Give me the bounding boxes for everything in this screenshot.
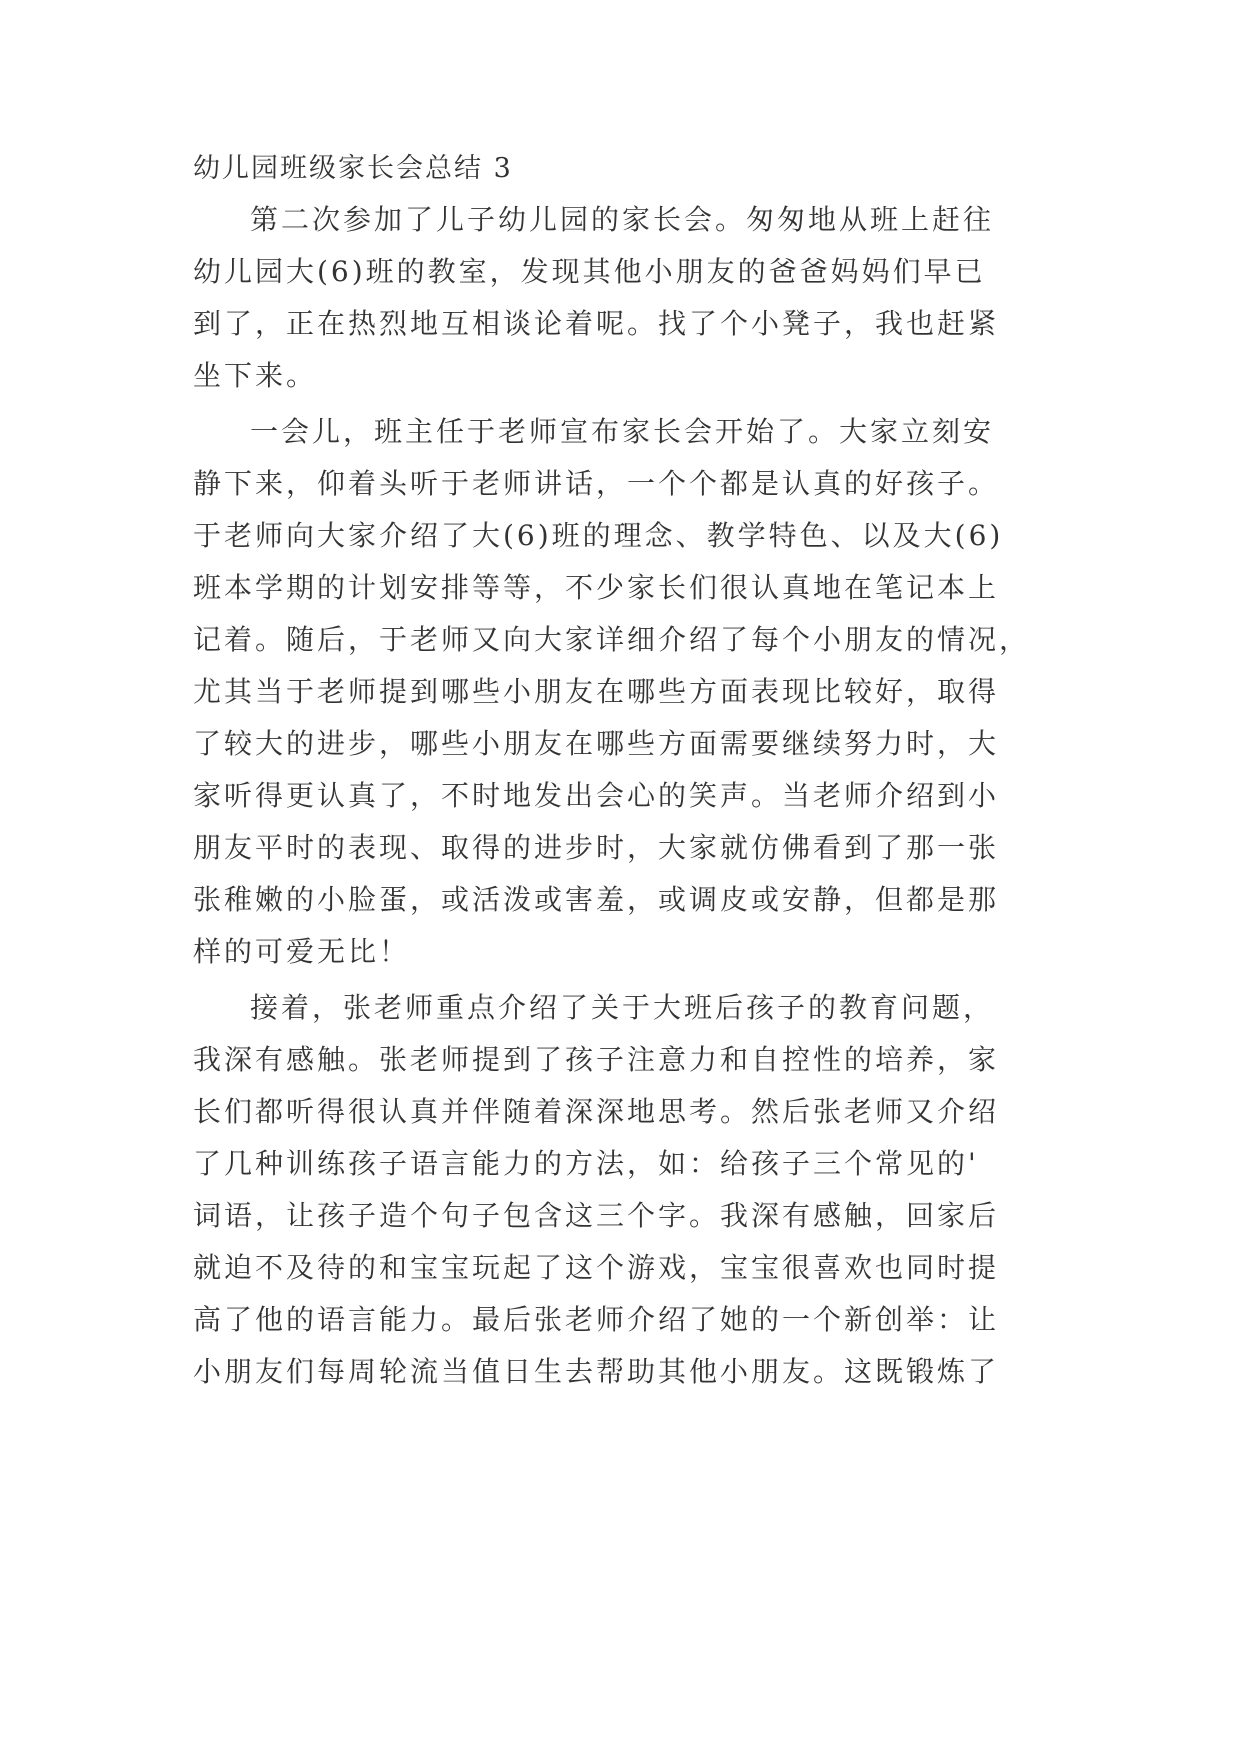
- paragraph-line: 第二次参加了儿子幼儿园的家长会。匆匆地从班上赶往: [250, 203, 995, 236]
- paragraph-line: 朋友平时的表现、取得的进步时，大家就仿佛看到了那一张: [193, 831, 1000, 864]
- paragraph-line: 一会儿，班主任于老师宣布家长会开始了。大家立刻安: [250, 415, 995, 448]
- paragraph-line: 幼儿园大(6)班的教室，发现其他小朋友的爸爸妈妈们早已: [193, 255, 986, 288]
- paragraph-line: 长们都听得很认真并伴随着深深地思考。然后张老师又介绍: [193, 1095, 1000, 1128]
- paragraph-line: 就迫不及待的和宝宝玩起了这个游戏，宝宝很喜欢也同时提: [193, 1251, 1000, 1284]
- paragraph-line: 了较大的进步，哪些小朋友在哪些方面需要继续努力时，大: [193, 727, 1000, 760]
- paragraph-line: 我深有感触。张老师提到了孩子注意力和自控性的培养，家: [193, 1043, 1000, 1076]
- document-title: 幼儿园班级家长会总结 3: [193, 153, 513, 184]
- paragraph-line: 家听得更认真了，不时地发出会心的笑声。当老师介绍到小: [193, 779, 1000, 812]
- paragraph-line: 样的可爱无比！: [193, 935, 411, 968]
- paragraph-line: 坐下来。: [193, 359, 318, 392]
- paragraph-line: 接着，张老师重点介绍了关于大班后孩子的教育问题，: [250, 991, 995, 1024]
- paragraph-line: 于老师向大家介绍了大(6)班的理念、教学特色、以及大(6): [193, 519, 1004, 552]
- paragraph-line: 班本学期的计划安排等等，不少家长们很认真地在笔记本上: [193, 571, 1000, 604]
- paragraph-line: 尤其当于老师提到哪些小朋友在哪些方面表现比较好，取得: [193, 675, 1000, 708]
- paragraph-line: 张稚嫩的小脸蛋，或活泼或害羞，或调皮或安静，但都是那: [193, 883, 1000, 916]
- paragraph-line: 高了他的语言能力。最后张老师介绍了她的一个新创举：让: [193, 1303, 1000, 1336]
- paragraph-line: 静下来，仰着头听于老师讲话，一个个都是认真的好孩子。: [193, 467, 1000, 500]
- paragraph-line: 小朋友们每周轮流当值日生去帮助其他小朋友。这既锻炼了: [193, 1355, 1000, 1388]
- paragraph-line: 了几种训练孩子语言能力的方法，如：给孩子三个常见的': [193, 1147, 979, 1180]
- paragraph-line: 记着。随后，于老师又向大家详细介绍了每个小朋友的情况，: [193, 623, 1031, 656]
- paragraph-line: 到了，正在热烈地互相谈论着呢。找了个小凳子，我也赶紧: [193, 307, 1000, 340]
- paragraph-line: 词语，让孩子造个句子包含这三个字。我深有感触，回家后: [193, 1199, 1000, 1232]
